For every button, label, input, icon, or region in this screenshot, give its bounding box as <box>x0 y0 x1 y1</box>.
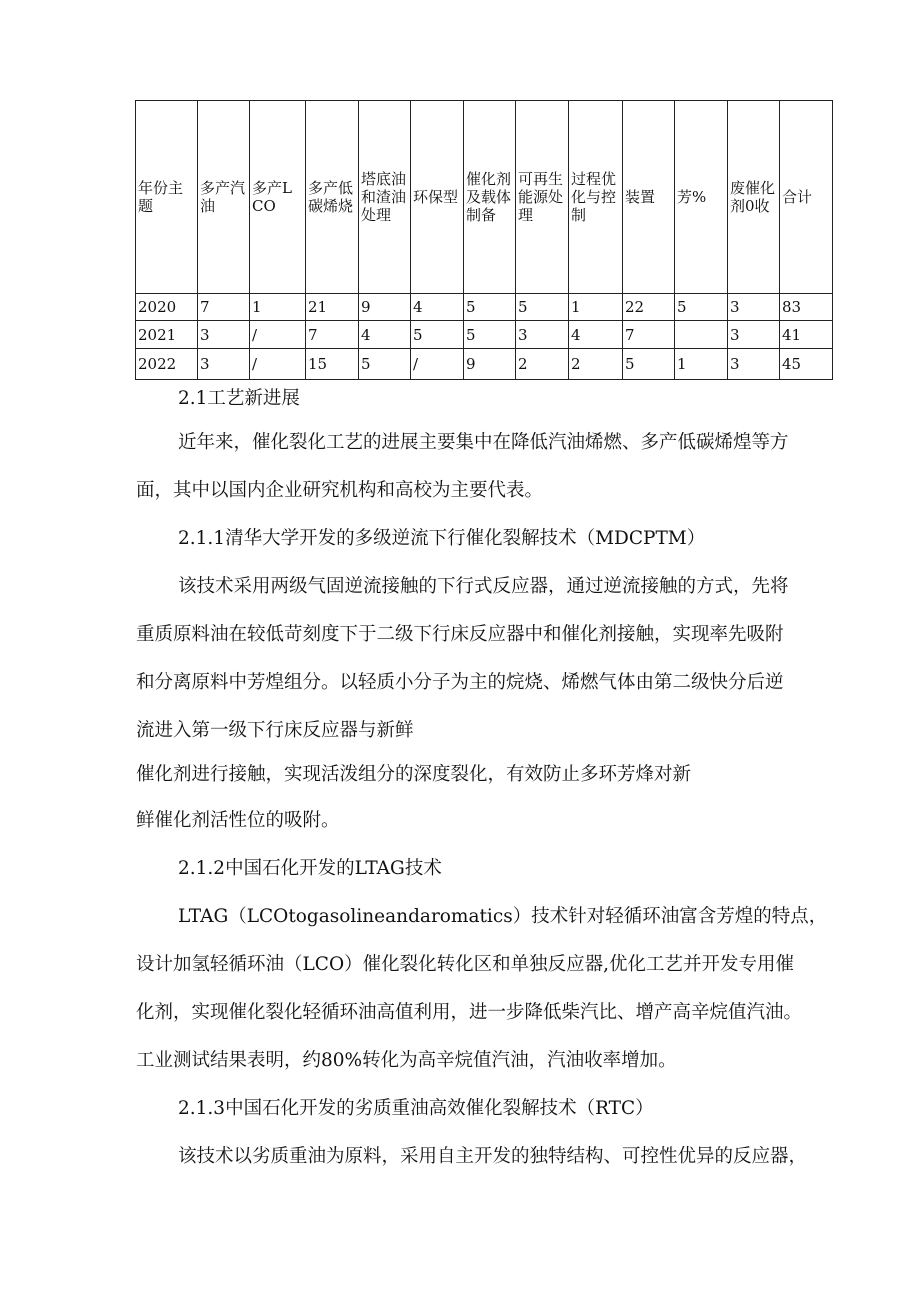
table-cell: 2020 <box>136 294 198 321</box>
paragraph-line: 催化剂进行接触，实现活泼组分的深度裂化，有效防止多环芳烽对新 <box>136 764 692 785</box>
header-cell-renewable-energy: 可再生能源处理 <box>516 101 569 294</box>
table-cell: 7 <box>306 321 359 349</box>
table-cell: 45 <box>780 349 833 380</box>
header-cell-more-gasoline: 多产汽油 <box>198 101 250 294</box>
section-heading-2-1-2: 2.1.2中国石化开发的LTAG技术 <box>178 858 442 879</box>
paragraph-line: 面，其中以国内企业研究机构和高校为主要代表。 <box>136 480 544 501</box>
table-cell: 2 <box>569 349 623 380</box>
table-row <box>136 294 833 321</box>
table-cell: 3 <box>516 321 569 349</box>
section-heading-2-1-1: 2.1.1清华大学开发的多级逆流下行催化裂解技术（MDCPTM） <box>178 528 706 549</box>
table-cell <box>675 321 728 349</box>
table-cell: 3 <box>198 349 250 380</box>
table-cell: 3 <box>728 294 780 321</box>
patent-statistics-table <box>135 100 833 380</box>
paragraph-line: 近年来，催化裂化工艺的进展主要集中在降低汽油烯燃、多产低碳烯煌等方 <box>178 432 789 453</box>
table-cell: 5 <box>675 294 728 321</box>
paragraph-line: 设计加氢轻循环油（LCO）催化裂化转化区和单独反应器,优化工艺并开发专用催 <box>136 954 794 975</box>
header-cell-process-optimization: 过程优化与控制 <box>569 101 623 294</box>
paragraph-line: 鲜催化剂活性位的吸附。 <box>136 810 340 831</box>
table-cell: 4 <box>359 321 411 349</box>
header-cell-environmental: 环保型 <box>411 101 464 294</box>
table-cell: 2022 <box>136 349 198 380</box>
header-cell-more-light-olefins: 多产低碳烯烧 <box>306 101 359 294</box>
paragraph-line: 工业测试结果表明，约80%转化为高辛烷值汽油，汽油收率增加。 <box>136 1050 677 1071</box>
table-cell: 22 <box>623 294 675 321</box>
table-cell: 21 <box>306 294 359 321</box>
table-cell: 3 <box>728 349 780 380</box>
section-heading-2-1: 2.1工艺新进展 <box>178 388 300 409</box>
header-cell-equipment: 装置 <box>623 101 675 294</box>
paragraph-line: 重质原料油在较低苛刻度下于二级下行床反应器中和催化剂接触，实现率先吸附 <box>136 624 784 645</box>
paragraph-line: 化剂，实现催化裂化轻循环油高值利用，进一步降低柴汽比、增产高辛烷值汽油。 <box>136 1002 803 1023</box>
table-cell: 9 <box>464 349 516 380</box>
table-cell: 9 <box>359 294 411 321</box>
paragraph-line: 流进入第一级下行床反应器与新鲜 <box>136 720 414 741</box>
header-cell-catalyst-preparation: 催化剂及载体制备 <box>464 101 516 294</box>
table-cell: 5 <box>516 294 569 321</box>
header-cell-residue-treatment: 塔底油和渣油处理 <box>359 101 411 294</box>
paragraph-line: 该技术以劣质重油为原料，采用自主开发的独特结构、可控性优异的反应器， <box>178 1146 808 1167</box>
table-cell: 5 <box>411 321 464 349</box>
table-header-row <box>136 101 833 294</box>
header-cell-spent-catalyst: 废催化剂0收 <box>728 101 780 294</box>
paragraph-line: 和分离原料中芳煌组分。以轻质小分子为主的烷烧、烯燃气体由第二级快分后逆 <box>136 672 784 693</box>
paragraph-line: LTAG（LCOtogasolineandaromatics）技术针对轻循环油富含芳煌的特点， <box>178 906 828 927</box>
table-cell: 2 <box>516 349 569 380</box>
table-cell: 83 <box>780 294 833 321</box>
table-row <box>136 321 833 349</box>
table-cell: 5 <box>464 294 516 321</box>
header-cell-year-topic: 年份主题 <box>136 101 198 294</box>
table-cell: 5 <box>359 349 411 380</box>
table-cell: / <box>250 321 306 349</box>
table-cell: 1 <box>250 294 306 321</box>
table-cell: 4 <box>411 294 464 321</box>
header-cell-total: 合计 <box>780 101 833 294</box>
table-cell: 2021 <box>136 321 198 349</box>
table-cell: 3 <box>198 321 250 349</box>
table-cell: 3 <box>728 321 780 349</box>
table-cell: 5 <box>623 349 675 380</box>
table-cell: 1 <box>569 294 623 321</box>
table-cell: 7 <box>198 294 250 321</box>
table-cell: / <box>411 349 464 380</box>
table-row <box>136 349 833 380</box>
table-cell: 5 <box>464 321 516 349</box>
table-cell: 15 <box>306 349 359 380</box>
table-cell: 41 <box>780 321 833 349</box>
section-heading-2-1-3: 2.1.3中国石化开发的劣质重油高效催化裂解技术（RTC） <box>178 1098 654 1119</box>
table-cell: / <box>250 349 306 380</box>
table-cell: 1 <box>675 349 728 380</box>
table-cell: 7 <box>623 321 675 349</box>
header-cell-aromatics: 芳% <box>675 101 728 294</box>
header-cell-more-lco: 多产LCO <box>250 101 306 294</box>
table-cell: 4 <box>569 321 623 349</box>
paragraph-line: 该技术采用两级气固逆流接触的下行式反应器，通过逆流接触的方式，先将 <box>178 576 789 597</box>
